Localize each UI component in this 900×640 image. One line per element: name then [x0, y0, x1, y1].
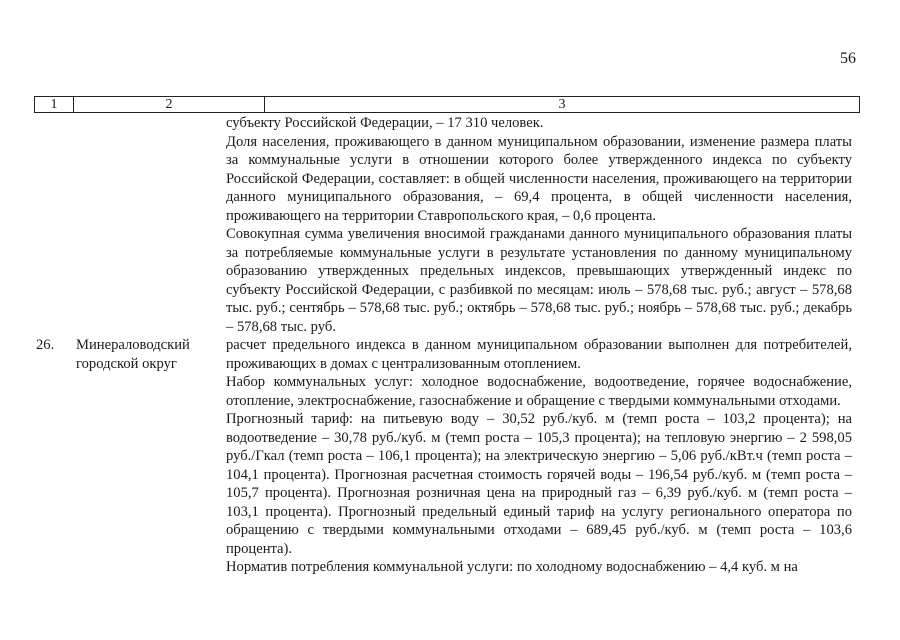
paragraph: расчет предельного индекса в данном муниципальном образовании выполнен для потребителей, проживающих в домах с централизованным отоплением.	[226, 337, 852, 372]
municipality-name: Минераловодский городской округ	[76, 337, 190, 372]
column-header-3: 3	[265, 97, 860, 113]
row-content	[226, 336, 852, 577]
paragraph: Прогнозный тариф: на питьевую воду – 30,52 руб./куб. м (темп роста – 103,2 процента); на водоотведение – 30,78 руб./куб. м (темп роста – 105,3 процента); на тепловую энергию – 2 598,05 руб./Гкал (темп роста – 106,1 процента); на электрическую энергию – 5,06 руб./кВт.ч (темп роста – 104,1 процента). Прогнозная расчетная стоимость горячей воды – 196,54 руб./куб. м (темп роста – 105,7 процента). Прогнозная розничная цена на природный газ – 6,39 руб./куб. м (темп роста – 103,1 процента). Прогнозный предельный единый тариф на услугу регионального оператора по обращению с твердыми коммунальными отходами – 689,45 руб./куб. м (темп роста – 103,6 процента).	[226, 411, 852, 557]
paragraph: Доля населения, проживающего в данном муниципальном образовании, изменение размера платы за коммунальные услуги в отношении которого более утвержденного индекса по субъекту Российской Федерации, составляет: в общей численности населения, проживающего на территории данного муниципального образования, – 69,4 процента, в общей численности населения, проживающего на территории Ставропольского края, – 0,6 процента.	[226, 133, 852, 224]
paragraph: Норматив потребления коммунальной услуги: по холодному водоснабжению – 4,4 куб. м на	[226, 559, 798, 575]
continuation-text	[226, 114, 852, 336]
paragraph: Совокупная сумма увеличения вносимой гражданами данного муниципального образования платы за потребляемые коммунальные услуги в результате установления по данному муниципальному образованию утвержденных предельных индексов, превышающих утвержденный индекс по субъекту Российской Федерации, с разбивкой по месяцам: июль – 578,68 тыс. руб.; август – 578,68 тыс. руб.; сентябрь – 578,68 тыс. руб.; октябрь – 578,68 тыс. руб.; ноябрь – 578,68 тыс. руб.; декабрь – 578,68 тыс. руб.	[226, 226, 852, 335]
row-number: 26.	[36, 337, 55, 353]
column-header-table	[34, 96, 860, 113]
page-number: 56	[840, 50, 856, 67]
paragraph: Набор коммунальных услуг: холодное водоснабжение, водоотведение, горячее водоснабжение, отопление, электроснабжение, газоснабжение и обращение с твердыми коммунальными отходами.	[226, 374, 852, 409]
column-header-2: 2	[74, 97, 265, 113]
paragraph: субъекту Российской Федерации, – 17 310 человек.	[226, 115, 544, 131]
column-header-1: 1	[35, 97, 74, 113]
